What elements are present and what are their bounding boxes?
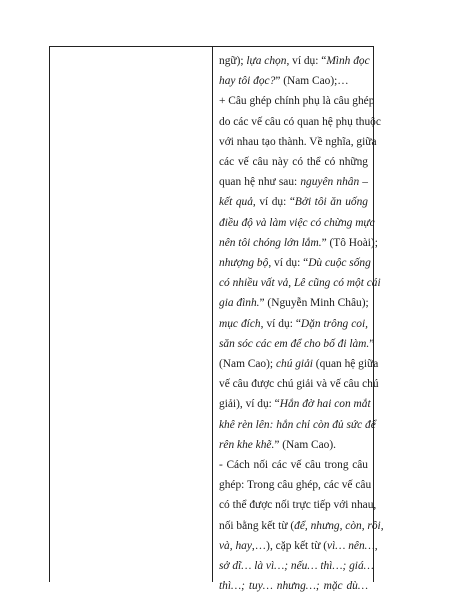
text-line: có thể được nối trực tiếp với nhau,	[219, 499, 377, 512]
text-line: với nhau tạo thành. Về nghĩa, giữa	[219, 135, 377, 148]
content-table	[49, 46, 384, 593]
text-line: quan hệ như sau: nguyên nhân –	[219, 176, 368, 189]
text-line: ghép: Trong câu ghép, các vế câu	[219, 479, 372, 492]
text-line: + Câu ghép chính phụ là câu ghép	[219, 95, 375, 108]
text-line: gia đình.” (Nguyễn Minh Châu);	[219, 297, 369, 310]
table-left-cell	[50, 47, 213, 582]
text-line: sở dĩ… là vì…; nếu… thì…; giá…	[219, 560, 374, 573]
cell-paragraph	[219, 51, 384, 596]
text-line: có nhiều vất vả, Lê cũng có một cái	[219, 277, 381, 290]
text-line: hay tôi đọc?” (Nam Cao);…	[219, 75, 349, 88]
text-line: rên khe khẽ.” (Nam Cao).	[219, 438, 337, 451]
text-line: vế câu được chú giải và vế câu chú	[219, 378, 379, 391]
text-line: khê rèn lên: hắn chỉ còn đủ sức để	[219, 418, 376, 431]
text-line: và, hay,…), cặp kết từ (vì… nên…,	[219, 539, 378, 552]
text-line: do các vế câu có quan hệ phụ thuộc	[219, 115, 381, 128]
text-line: nối bằng kết từ (để, nhưng, còn, rồi,	[219, 519, 384, 532]
text-line: kết quả, ví dụ: “Bởi tôi ăn uống	[219, 196, 368, 209]
text-line: nên tôi chóng lớn lắm.” (Tô Hoài);	[219, 236, 378, 249]
table-right-cell	[213, 47, 384, 593]
text-line: - Cách nối các vế câu trong câu	[219, 459, 368, 472]
text-line: thì…; tuy… nhưng…; mặc dù…	[219, 580, 368, 593]
text-line: điều độ và làm việc có chừng mực	[219, 216, 375, 229]
text-line: giải), ví dụ: “Hắn đờ hai con mắt	[219, 398, 371, 411]
text-line: ngữ); lựa chọn, ví dụ: “Mình đọc	[219, 55, 370, 67]
text-line: (Nam Cao); chú giải (quan hệ giữa	[219, 358, 379, 371]
text-line: săn sóc các em để cho bố đi làm.”	[219, 337, 375, 350]
text-line: mục đích, ví dụ: “Dặn trông coi,	[219, 317, 368, 330]
text-line: nhượng bộ, ví dụ: “Dù cuộc sống	[219, 257, 371, 270]
text-line: các vế câu này có thể có những	[219, 156, 368, 169]
